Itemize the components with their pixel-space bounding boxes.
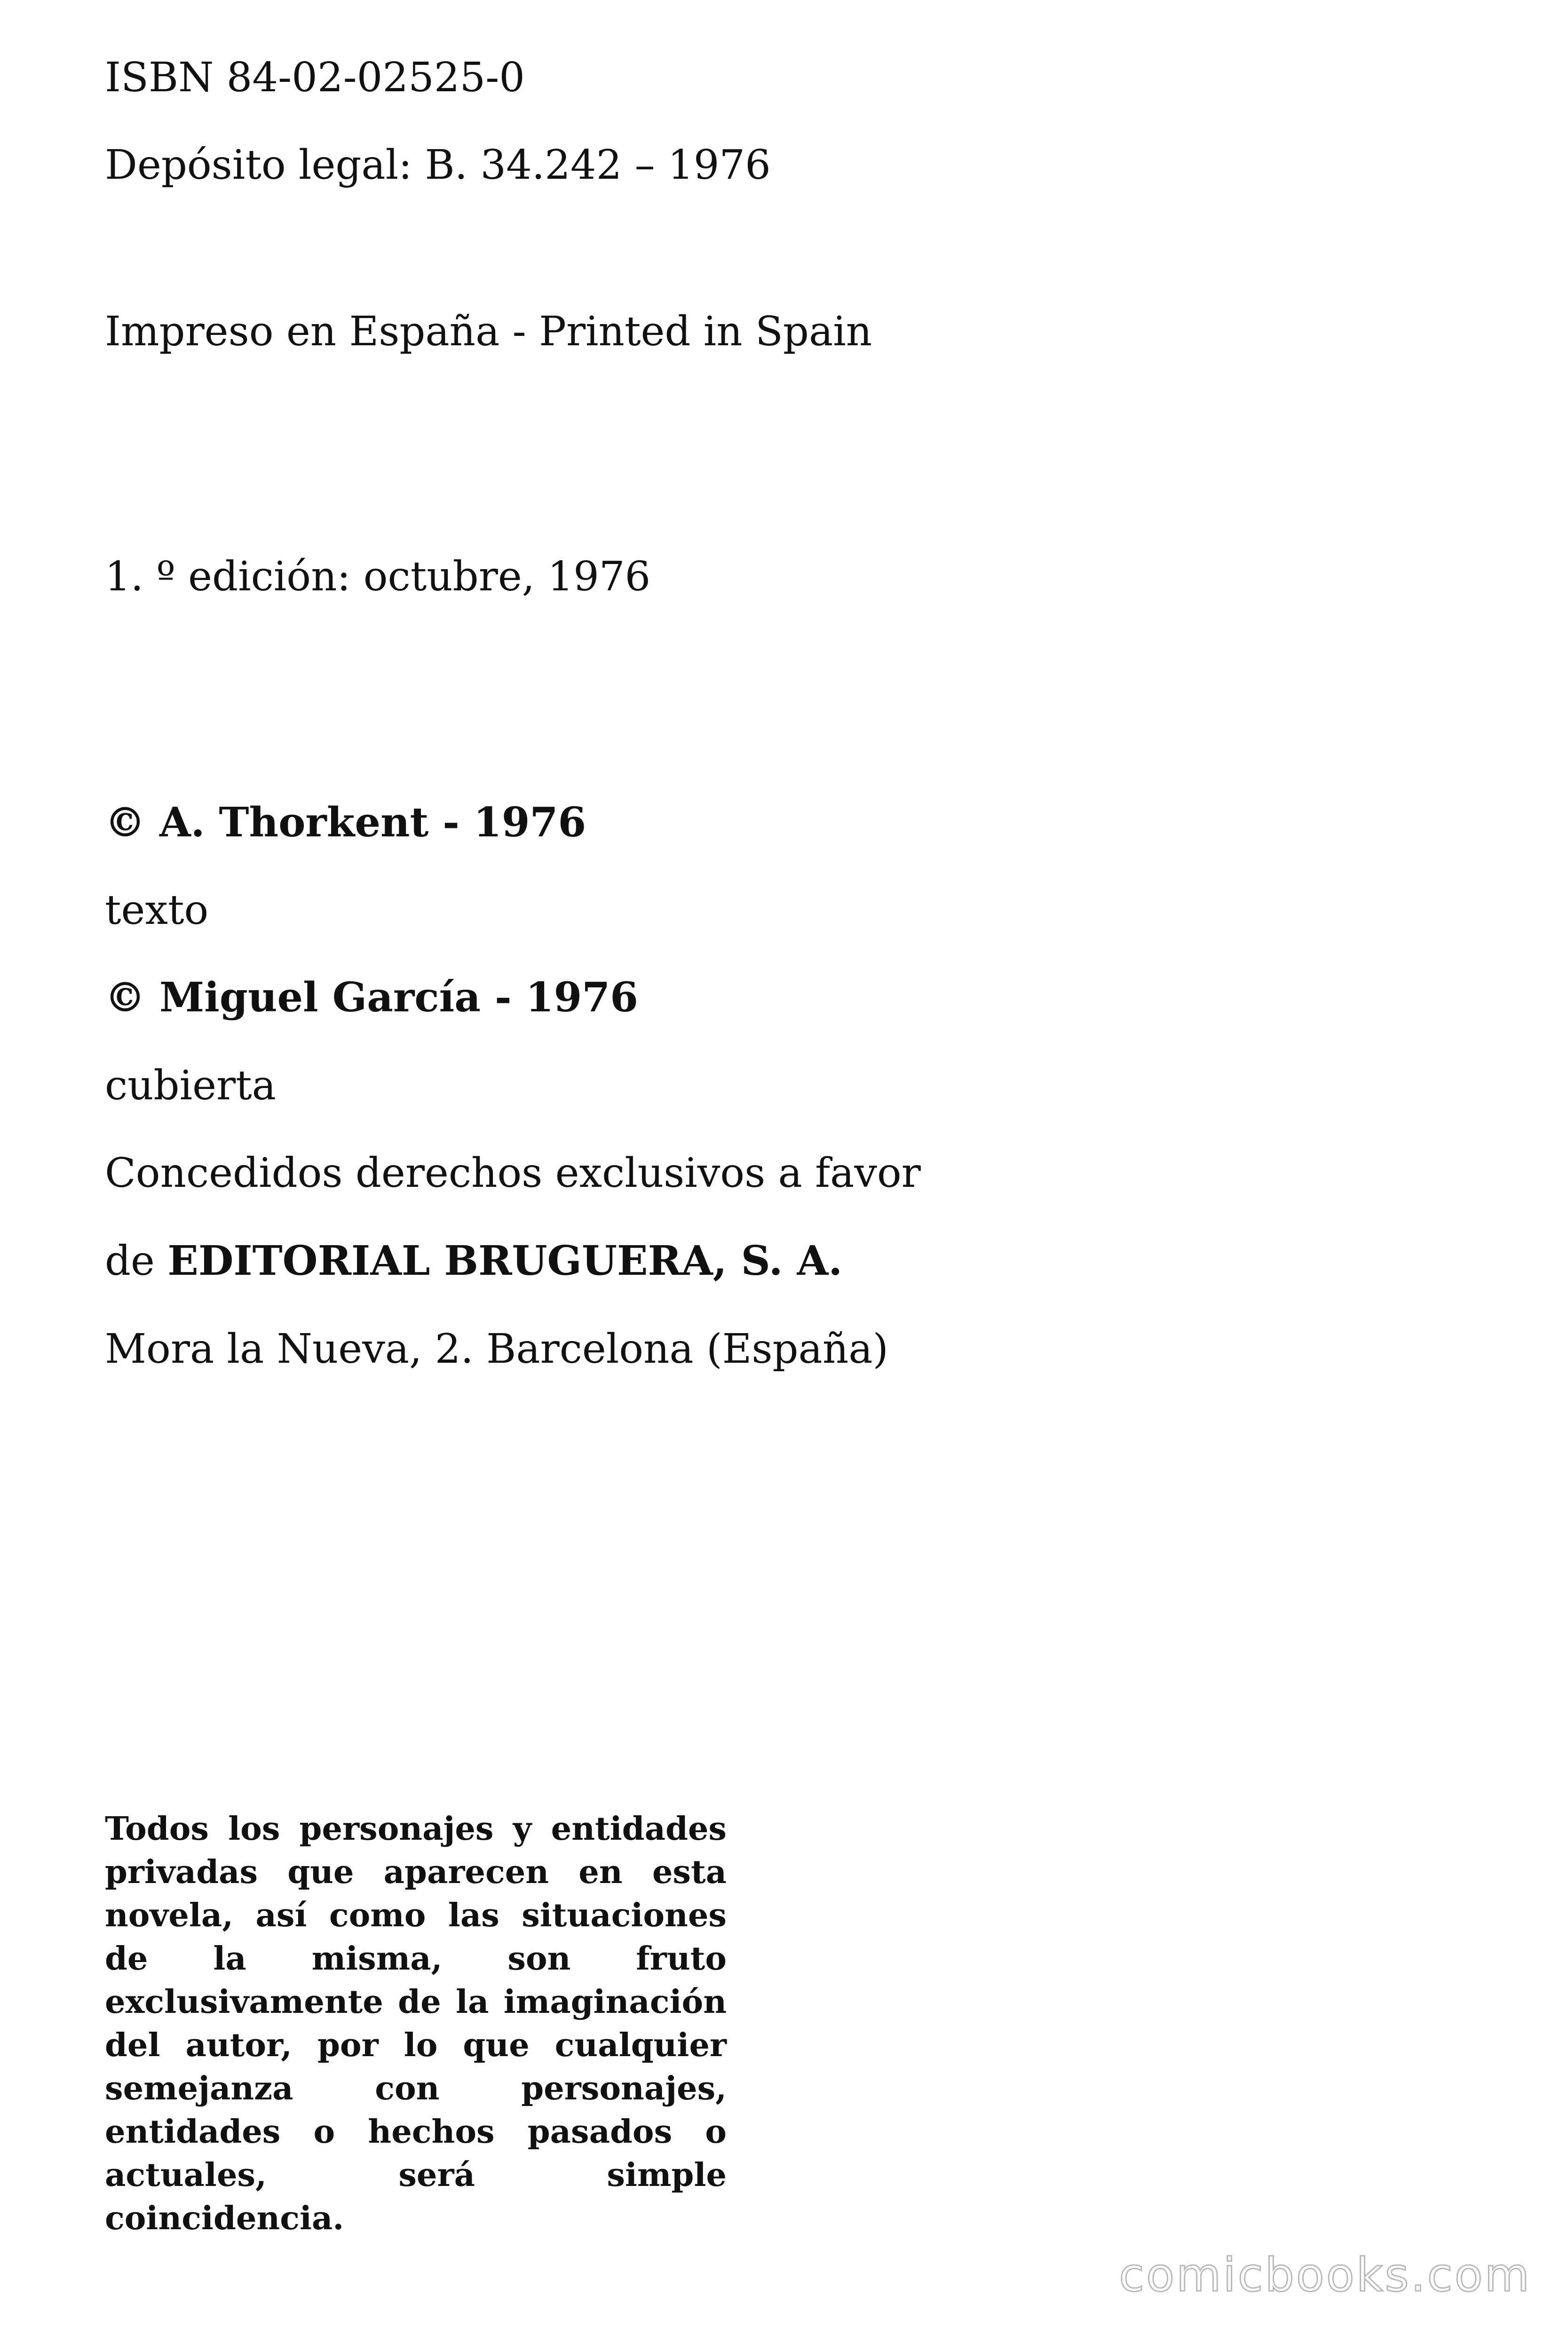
printed-in-line: Impreso en España - Printed in Spain xyxy=(105,308,872,355)
text-credit-label: texto xyxy=(105,887,209,934)
cover-copyright-line: © Miguel García - 1976 xyxy=(105,974,638,1021)
publisher-prefix: de xyxy=(105,1238,168,1285)
isbn-line: ISBN 84-02-02525-0 xyxy=(105,54,525,101)
legal-deposit-line: Depósito legal: B. 34.242 – 1976 xyxy=(105,142,771,189)
publisher-address-line: Mora la Nueva, 2. Barcelona (España) xyxy=(105,1326,889,1373)
watermark-logo: comicbooks.com xyxy=(1119,2249,1531,2302)
author-copyright-line: © A. Thorkent - 1976 xyxy=(105,799,586,846)
edition-line: 1. º edición: octubre, 1976 xyxy=(105,553,651,600)
publisher-name: EDITORIAL BRUGUERA, S. A. xyxy=(167,1237,843,1285)
cover-credit-label: cubierta xyxy=(105,1062,276,1109)
rights-granted-line: Concedidos derechos exclusivos a favor xyxy=(105,1150,921,1197)
publisher-line xyxy=(105,1237,843,1285)
fiction-disclaimer: Todos los personajes y entidades privadas que aparecen en esta novela, así como las situaciones de la misma, son fruto exclusivamente de la imaginación del autor, por lo que cualquier semejanza con personajes, entidades o hechos pasados o actuales, será simple coincidencia. xyxy=(105,1810,727,2237)
